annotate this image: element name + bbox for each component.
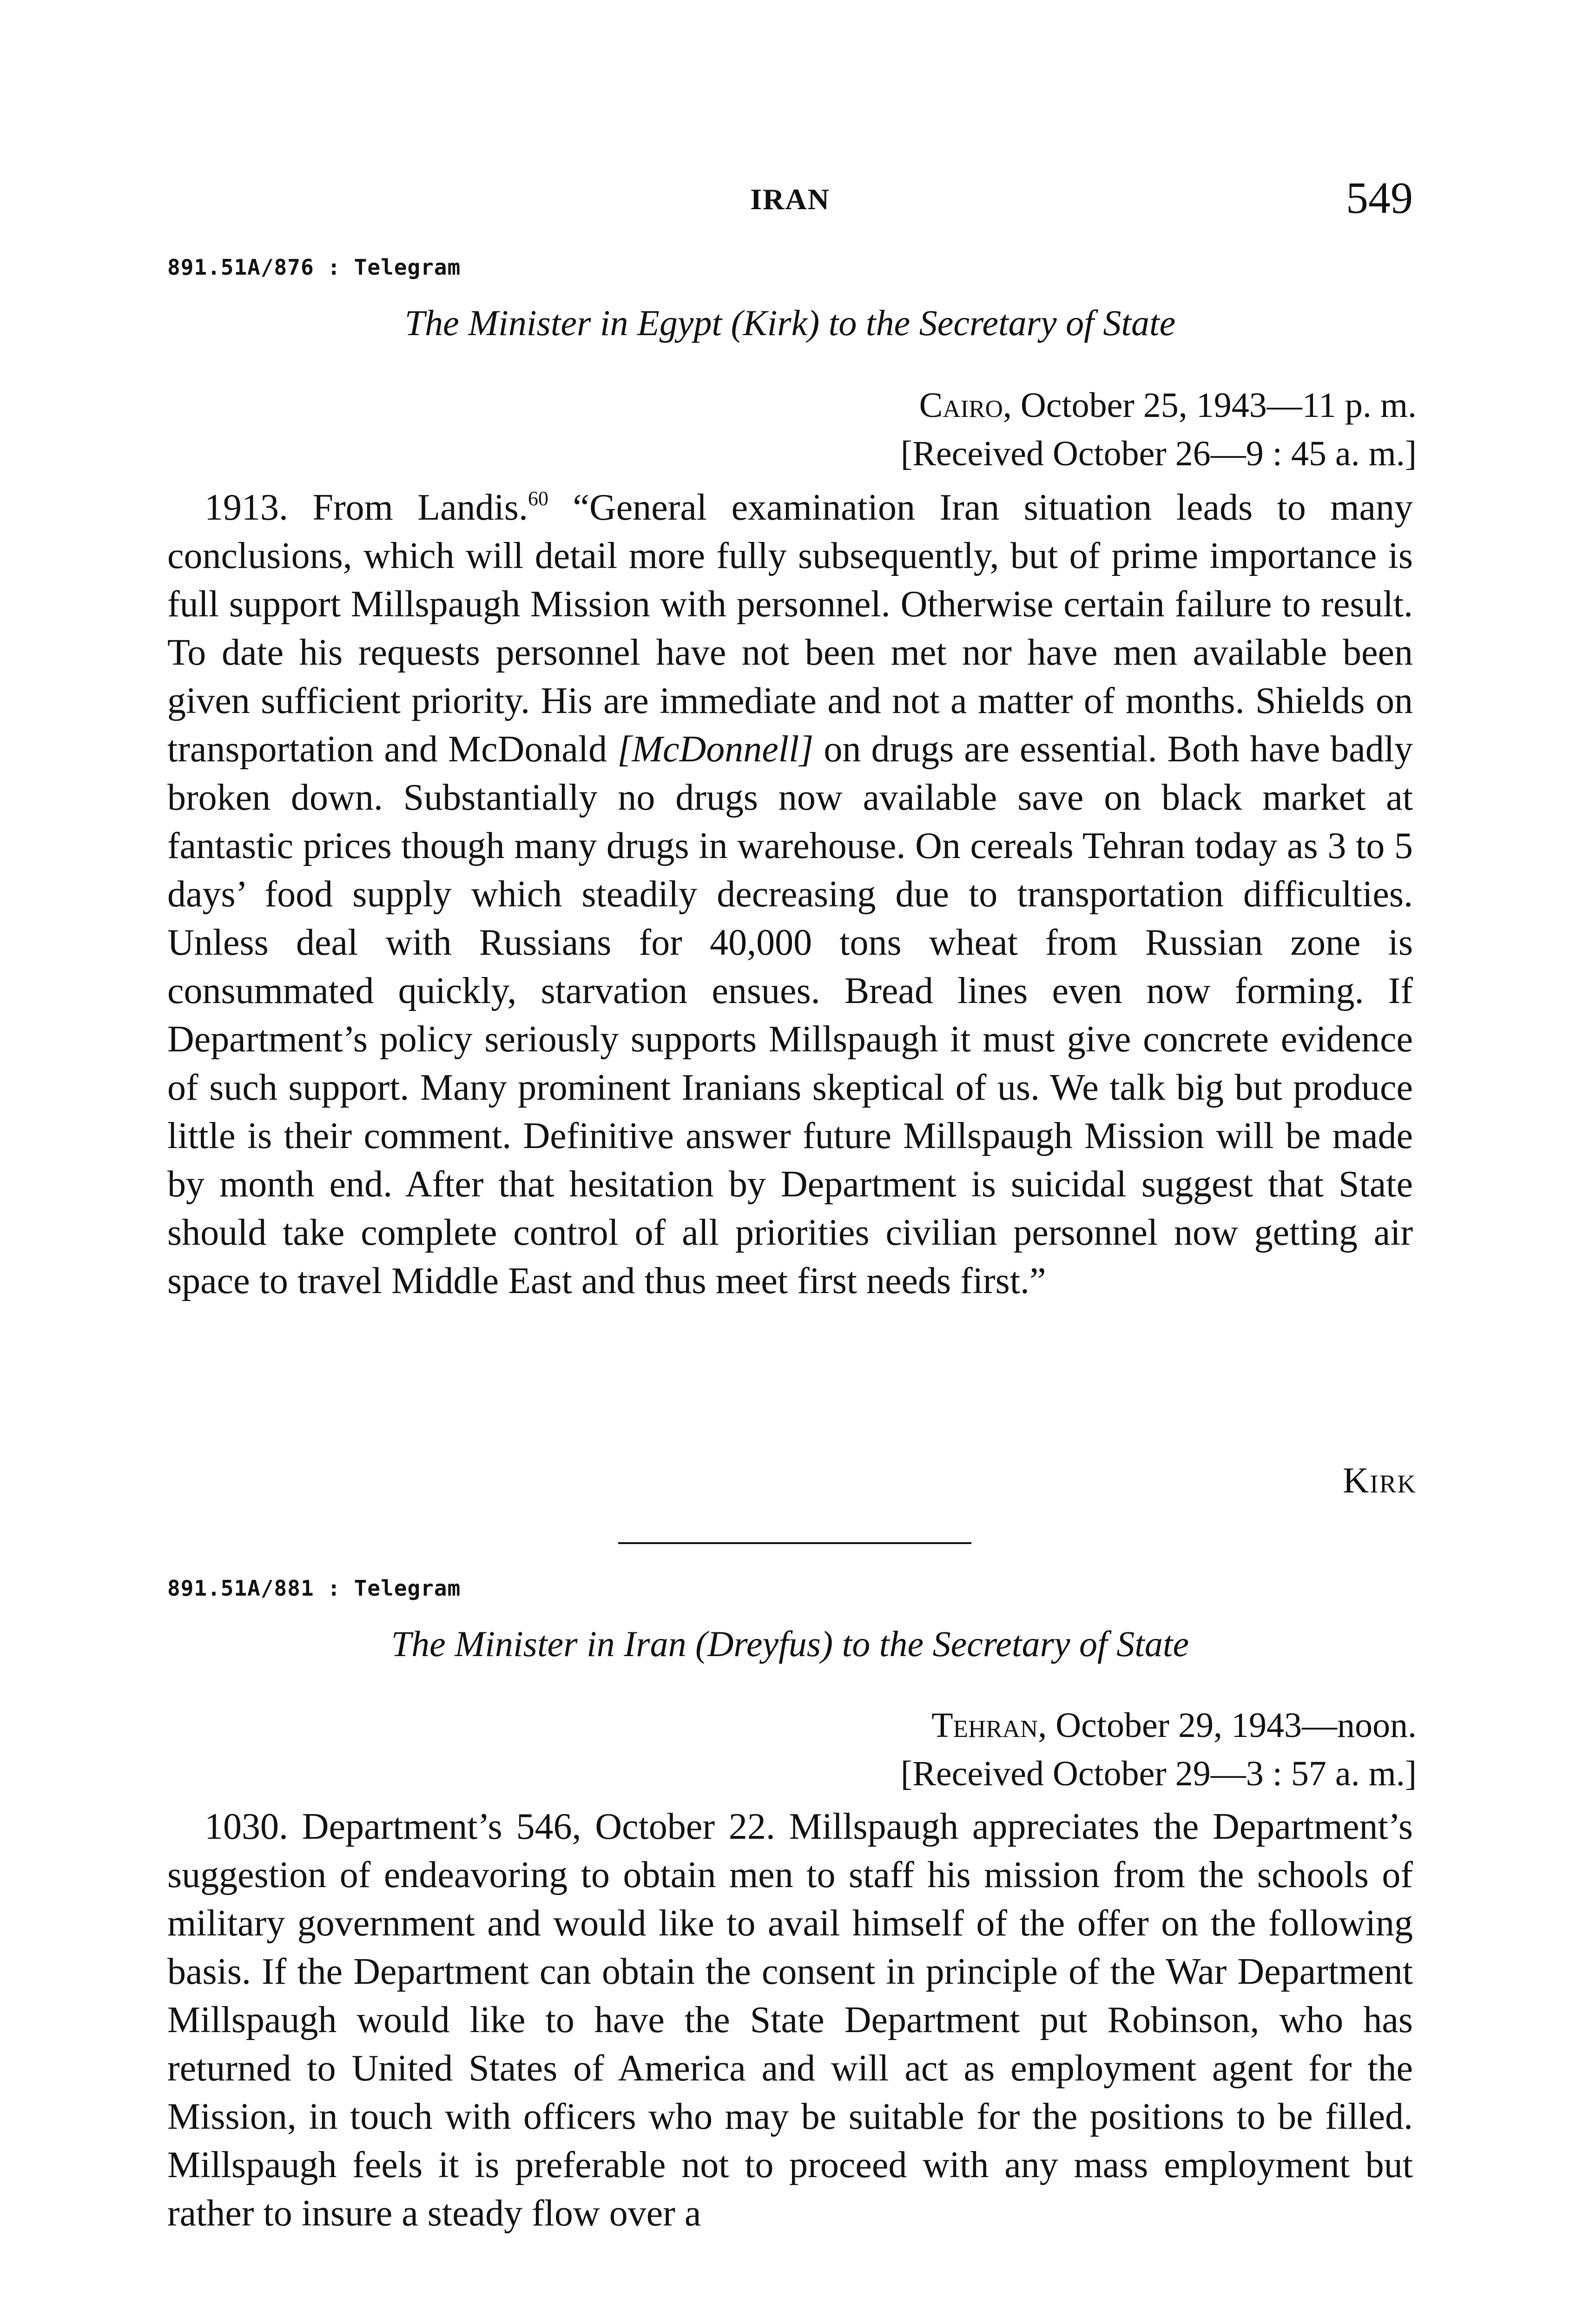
dateline [901, 1701, 1417, 1798]
dateline-place: Tehran [931, 1706, 1038, 1745]
paragraph-lead: 1913. From Landis. [204, 487, 528, 528]
dateline [901, 381, 1417, 478]
telegram-paragraph [167, 483, 1413, 1305]
dateline-place: Cairo [919, 386, 1003, 425]
dateline-received: [Received October 29—3 : 57 a. m.] [900, 1754, 1417, 1793]
dateline-date: , October 29, 1943—noon. [1038, 1706, 1417, 1745]
section-divider [618, 1542, 971, 1544]
running-head-title: IRAN [750, 183, 830, 216]
document-file-number: 891.51A/876 : Telegram [167, 255, 461, 280]
signature: Kirk [1342, 1460, 1417, 1500]
footnote-reference: 60 [528, 487, 549, 510]
paragraph-text: on drugs are essential. Both have badly broken down. Substantially no drugs now available save on black market at fantastic prices though many drugs in warehouse. On cereals Tehran today as 3 to 5 days’ food supply which steadily decreasing due to transportation difficulties. Unless deal with Russians for 40,000 tons wheat from Russian zone is consummated quickly, starvation ensues. Bread lines even now forming. If Department’s policy seriously supports Millspaugh it must give concrete evidence of such support. Many prominent Iranians skeptical of us. We talk big but produce little is their comment. Definitive answer future Millspaugh Mission will be made by month end. After that hesitation by Department is suicidal suggest that State should take complete control of all priorities civilian personnel now getting air space to travel Middle East and thus meet first needs first.” [167, 729, 1413, 1301]
running-head [167, 172, 1413, 228]
dateline-date: , October 25, 1943—11 p. m. [1003, 386, 1417, 425]
paragraph-text: “General examination Iran situation leads to many conclusions, which will detail more fully subsequently, but of prime importance is full support Millspaugh Mission with personnel. Otherwise certain failure to result. To date his requests personnel have not been met nor have men available been given sufficient priority. His are immediate and not a matter of months. Shields on transportation and McDonald [167, 487, 1413, 770]
telegram-body [167, 483, 1413, 1305]
page-number: 549 [1346, 173, 1413, 223]
document-heading: The Minister in Iran (Dreyfus) to the Secretary of State [391, 1624, 1189, 1664]
telegram-paragraph: 1030. Department’s 546, October 22. Millspaugh appreciates the Department’s suggestion of endeavoring to obtain men to staff his mission from the schools of military government and would like to avail himself of the offer on the following basis. If the Department can obtain the consent in principle of the War Department Millspaugh would like to have the State Department put Robinson, who has returned to United States of America and will act as employment agent for the Mission, in touch with officers who may be suitable for the positions to be filled. Millspaugh feels it is preferable not to proceed with any mass employment but rather to insure a steady flow over a [167, 1806, 1413, 2234]
dateline-received: [Received October 26—9 : 45 a. m.] [900, 434, 1417, 473]
editorial-insert: [McDonnell] [617, 729, 814, 770]
dateline-sent [901, 381, 1417, 429]
telegram-body [167, 1802, 1413, 2238]
dateline-sent [901, 1701, 1417, 1750]
document-heading: The Minister in Egypt (Kirk) to the Secretary of State [404, 303, 1176, 343]
document-file-number: 891.51A/881 : Telegram [167, 1576, 461, 1601]
